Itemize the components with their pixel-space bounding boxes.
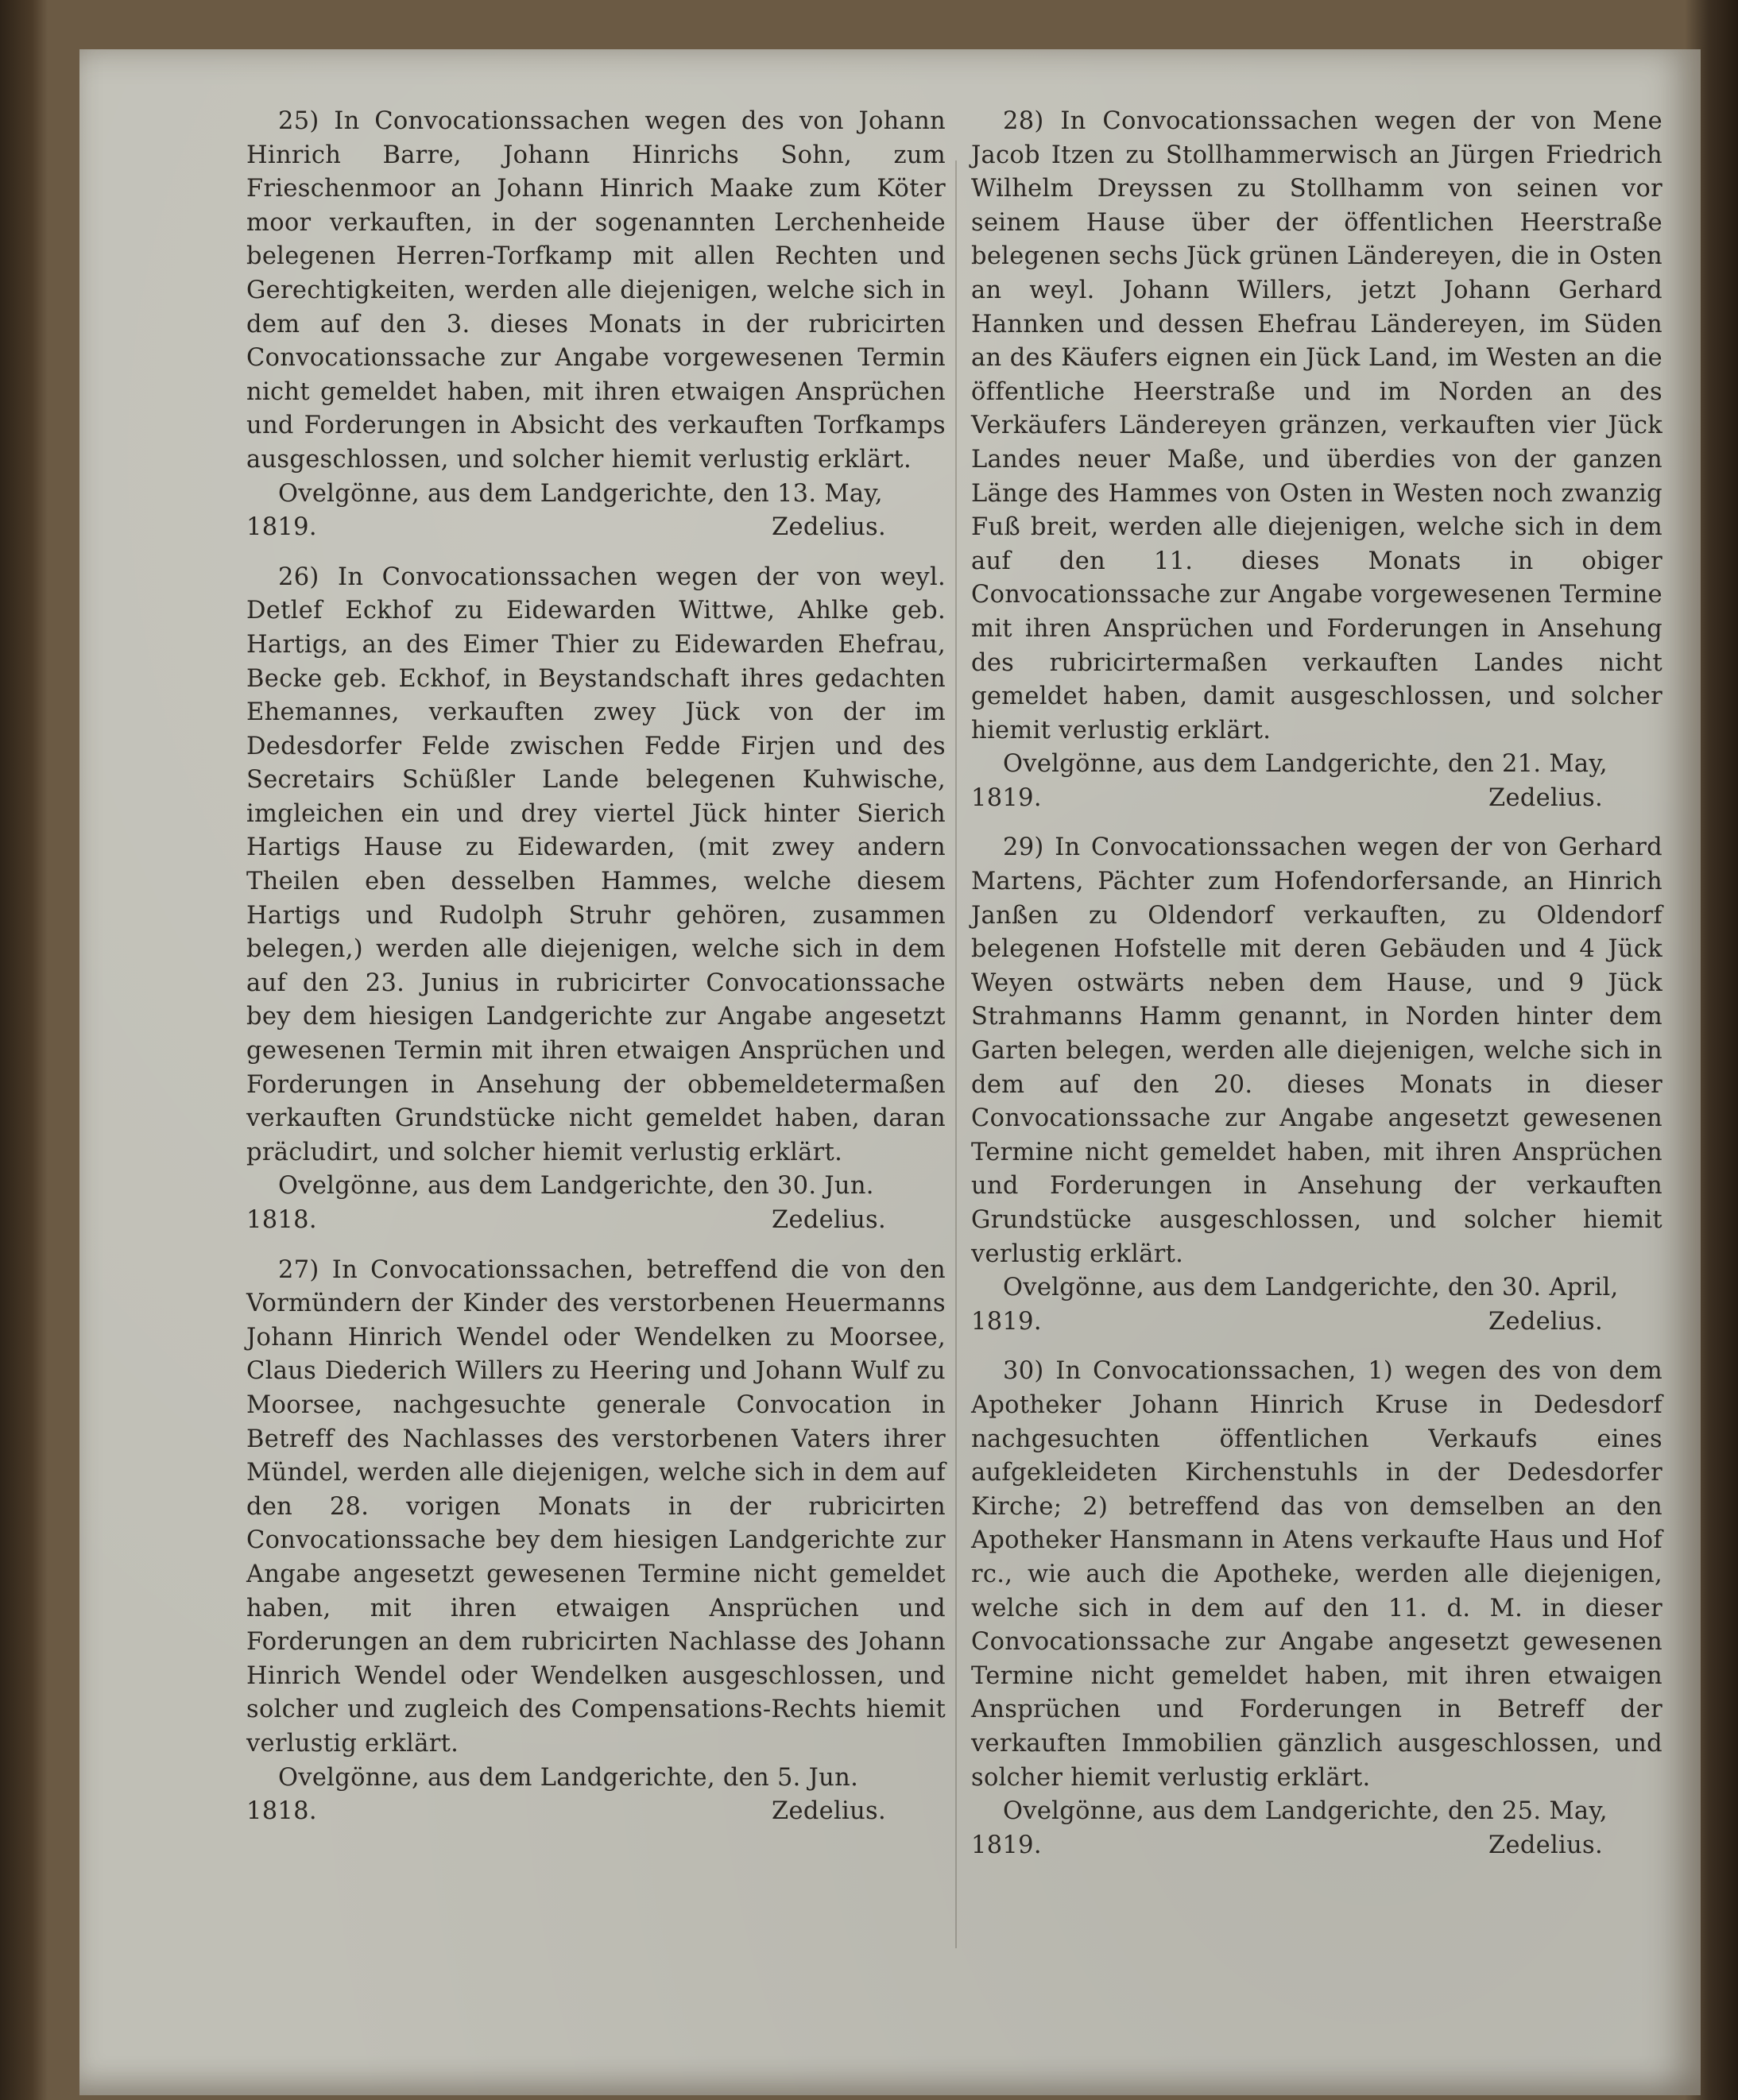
notice-body: 28) In Convocationssachen wegen der von Mene Jacob Itzen zu Stollhammerwisch an Jürgen Friedrich Wilhelm Dreyssen zu Stollhamm von seinen vor seinem Hause über der öffentlichen Heerstraße belegenen sechs Jück grünen Ländereyen, die in Osten an weyl. Johann Willers, jetzt Johann Gerhard Hannken und dessen Ehefrau Ländereyen, im Süden an des Käufers eignen ein Jück Land, im Westen an die öffentliche Heerstraße und im Norden an des Verkäufers Ländereyen gränzen, verkauften vier Jück Landes neuer Maße, und überdies von der ganzen Länge des Hammes von Osten in Westen noch zwanzig Fuß breit, werden alle diejenigen, welche sich in dem auf den 11. dieses Monats in obiger Convocationssache zur Angabe vorgewesenen Termine mit ihren Ansprüchen und Forderungen in Ansehung des rubricirtermaßen verkauften Landes nicht gemeldet haben, damit ausgeschlossen, und solcher hiemit verlustig erklärt.: [971, 107, 1663, 744]
notice-signature: Zedelius.: [771, 513, 886, 542]
notice-26: [246, 561, 946, 1238]
notice-signature: Zedelius.: [771, 1206, 886, 1234]
notice-signature: Zedelius.: [771, 1797, 886, 1826]
notice-25: [246, 105, 946, 545]
notice-sign-line: [246, 1204, 946, 1238]
notice-sign-line: [971, 1829, 1663, 1863]
newspaper-page: [79, 49, 1701, 2095]
notice-sign-line: [971, 1305, 1663, 1340]
notice-place-date: Ovelgönne, aus dem Landgerichte, den 25. May,: [1003, 1797, 1608, 1826]
notice-place-date: Ovelgönne, aus dem Landgerichte, den 5. Jun.: [278, 1763, 859, 1792]
notice-body: 26) In Convocationssachen wegen der von weyl. Detlef Eckhof zu Eidewarden Wittwe, Ahlke geb. Hartigs, an des Eimer Thier zu Eidewarden Ehefrau, Becke geb. Eckhof, in Beystandschaft ihres gedachten Ehemannes, verkauften zwey Jück von der im Dedesdorfer Felde zwischen Fedde Firjen und des Secretairs Schüßler Lande belegenen Kuhwische, imgleichen ein und drey viertel Jück hinter Sierich Hartigs Hause zu Eidewarden, (mit zwey andern Theilen eben desselben Hammes, welche diesem Hartigs und Rudolph Struhr gehören, zusammen belegen,) werden alle diejenigen, welche sich in dem auf den 23. Junius in rubricirter Convocationssache bey dem hiesigen Landgerichte zur Angabe angesetzt gewesenen Termin mit ihren etwaigen Ansprüchen und Forderungen in Ansehung der obbemeldetermaßen verkauften Grundstücke nicht gemeldet haben, daran präcludirt, und solcher hiemit verlustig erklärt.: [246, 563, 946, 1166]
notice-year: 1819.: [971, 1307, 1042, 1336]
right-column: [971, 105, 1663, 1878]
notice-year: 1818.: [246, 1206, 317, 1234]
notice-sign-line: [246, 511, 946, 545]
notice-signature: Zedelius.: [1488, 1831, 1603, 1859]
notice-signature: Zedelius.: [1488, 1307, 1603, 1336]
notice-place-date: Ovelgönne, aus dem Landgerichte, den 30. April,: [1003, 1274, 1619, 1302]
notice-place-date: Ovelgönne, aus dem Landgerichte, den 30. Jun.: [278, 1172, 874, 1201]
column-divider: [955, 160, 957, 1948]
notice-signature: Zedelius.: [1488, 783, 1603, 812]
notice-27: [246, 1254, 946, 1829]
left-column: [246, 105, 946, 1845]
notice-body: 25) In Convocationssachen wegen des von Johann Hinrich Barre, Johann Hinrichs Sohn, zum Frieschenmoor an Johann Hinrich Maake zum Köter moor verkauften, in der sogenannten Lerchenheide belegenen Herren-Torfkamp mit allen Rechten und Gerechtigkeiten, werden alle diejenigen, welche sich in dem auf den 3. dieses Monats in der rubricirten Convocationssache zur Angabe vorgewesenen Termin nicht gemeldet haben, mit ihren etwaigen Ansprüchen und Forderungen in Absicht des verkauften Torfkamps ausgeschlossen, und solcher hiemit verlustig erklärt.: [246, 107, 946, 474]
notice-30: [971, 1355, 1663, 1862]
notice-year: 1819.: [246, 513, 317, 542]
notice-sign-line: [971, 782, 1663, 816]
notice-year: 1819.: [971, 783, 1042, 812]
notice-29: [971, 831, 1663, 1339]
notice-body: 27) In Convocationssachen, betreffend die von den Vormündern der Kinder des verstorbenen Heuermanns Johann Hinrich Wendel oder Wendelken zu Moorsee, Claus Diederich Willers zu Heering und Johann Wulf zu Moorsee, nachgesuchte generale Convocation in Betreff des Nachlasses des verstorbenen Vaters ihrer Mündel, werden alle diejenigen, welche sich in dem auf den 28. vorigen Monats in der rubricirten Convocationssache bey dem hiesigen Landgerichte zur Angabe angesetzt gewesenen Termine nicht gemeldet haben, mit ihren etwaigen Ansprüchen und Forderungen an dem rubricirten Nachlasse des Johann Hinrich Wendel oder Wendelken ausgeschlossen, und solcher und zugleich des Compensations-Rechts hiemit verlustig erklärt.: [246, 1255, 946, 1758]
notice-sign-line: [246, 1795, 946, 1829]
notice-body: 30) In Convocationssachen, 1) wegen des von dem Apotheker Johann Hinrich Kruse in Dedesdorf nachgesuchten öffentlichen Verkaufs eines aufgekleideten Kirchenstuhls in der Dedesdorfer Kirche; 2) betreffend das von demselben an den Apotheker Hansmann in Atens verkaufte Haus und Hof rc., wie auch die Apotheke, werden alle diejenigen, welche sich in dem auf den 11. d. M. in dieser Convocationssache zur Angabe angesetzt gewesenen Termine nicht gemeldet haben, mit ihren etwaigen Ansprüchen und Forderungen in Betreff der verkauften Immobilien gänzlich ausgeschlossen, und solcher hiemit verlustig erklärt.: [971, 1357, 1663, 1792]
notice-year: 1818.: [246, 1797, 317, 1826]
notice-place-date: Ovelgönne, aus dem Landgerichte, den 13. May,: [278, 479, 883, 508]
notice-28: [971, 105, 1663, 815]
notice-body: 29) In Convocationssachen wegen der von Gerhard Martens, Pächter zum Hofendorfersande, an Hinrich Janßen zu Oldendorf verkauften, zu Oldendorf belegenen Hofstelle mit deren Gebäuden und 4 Jück Weyen ostwärts neben dem Hause, und 9 Jück Strahmanns Hamm genannt, in Norden hinter dem Garten belegen, werden alle diejenigen, welche sich in dem auf den 20. dieses Monats in dieser Convocationssache zur Angabe angesetzt gewesenen Termine nicht gemeldet haben, mit ihren Ansprüchen und Forderungen in Ansehung der verkauften Grundstücke ausgeschlossen, und solcher hiemit verlustig erklärt.: [971, 833, 1663, 1268]
notice-place-date: Ovelgönne, aus dem Landgerichte, den 21. May,: [1003, 750, 1608, 779]
notice-year: 1819.: [971, 1831, 1042, 1859]
